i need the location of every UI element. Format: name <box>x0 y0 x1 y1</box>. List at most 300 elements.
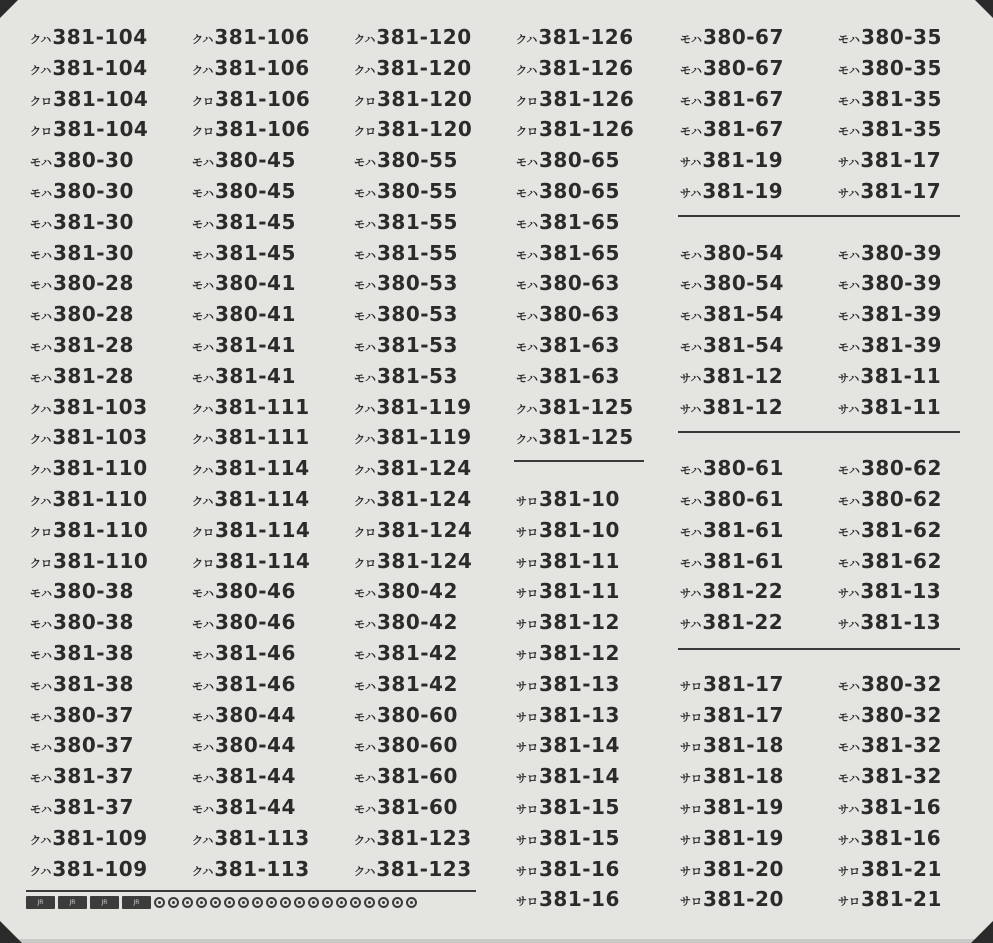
car-type-prefix: クロ <box>192 556 214 570</box>
car-number: 381-60 <box>377 794 458 819</box>
car-number-label <box>680 823 784 854</box>
car-number: 380-39 <box>861 271 942 296</box>
car-number: 380-55 <box>377 178 458 203</box>
car-number-label <box>680 669 784 700</box>
car-number: 381-67 <box>703 117 784 142</box>
car-type-prefix: クロ <box>354 125 376 139</box>
car-number-label <box>30 299 148 330</box>
car-number: 381-35 <box>861 117 942 142</box>
car-type-prefix: モハ <box>838 279 860 293</box>
car-number: 381-15 <box>539 794 620 819</box>
car-number-label <box>30 361 148 392</box>
divider-line <box>678 215 960 217</box>
car-number-label <box>30 854 148 885</box>
decal-column-1 <box>30 22 148 884</box>
car-type-prefix: サロ <box>516 494 538 508</box>
car-number: 381-114 <box>214 486 310 511</box>
corner-mark <box>0 0 22 22</box>
car-number: 381-12 <box>702 394 784 419</box>
car-number: 381-17 <box>703 702 784 727</box>
car-number-label <box>838 700 942 731</box>
car-number-label <box>680 576 784 607</box>
car-number: 381-61 <box>703 517 784 542</box>
blank-gap <box>838 422 942 453</box>
car-type-prefix: サハ <box>838 833 860 847</box>
car-number: 381-13 <box>539 702 620 727</box>
car-number: 380-46 <box>215 610 296 635</box>
car-number: 381-38 <box>53 671 134 696</box>
car-type-prefix: クハ <box>192 33 214 46</box>
car-number: 381-109 <box>52 825 148 850</box>
corner-mark <box>0 917 22 943</box>
car-number: 381-22 <box>702 579 784 604</box>
car-number-label <box>516 392 634 423</box>
car-type-prefix: クハ <box>354 833 376 847</box>
car-type-prefix: モハ <box>192 186 214 200</box>
car-number-label <box>354 330 472 361</box>
car-number-label <box>516 422 634 453</box>
car-number-label <box>838 669 942 700</box>
car-type-prefix: サロ <box>516 556 538 570</box>
car-type-prefix: モハ <box>192 772 214 786</box>
car-number: 381-125 <box>538 425 634 450</box>
car-number: 381-37 <box>53 764 134 789</box>
car-type-prefix: クハ <box>30 833 52 847</box>
car-type-prefix: モハ <box>680 494 702 508</box>
car-type-prefix: モハ <box>838 494 860 508</box>
car-number: 381-11 <box>860 363 942 388</box>
car-number: 381-46 <box>215 671 296 696</box>
car-number: 380-28 <box>53 271 134 296</box>
car-number-label <box>516 700 634 731</box>
car-type-prefix: モハ <box>192 587 214 601</box>
car-number: 381-53 <box>377 363 458 388</box>
car-type-prefix: モハ <box>838 772 860 786</box>
car-number: 381-30 <box>53 240 134 265</box>
car-number-label <box>192 53 310 84</box>
car-number-label <box>516 576 634 607</box>
car-number: 381-111 <box>214 425 310 450</box>
car-number: 381-53 <box>377 332 458 357</box>
car-number: 381-60 <box>377 764 458 789</box>
car-number: 381-120 <box>377 117 473 142</box>
car-type-prefix: クハ <box>30 33 52 46</box>
car-number-label <box>680 22 784 53</box>
car-type-prefix: クハ <box>30 494 52 508</box>
car-number: 381-120 <box>377 86 473 111</box>
car-number: 380-62 <box>861 486 942 511</box>
car-number-label <box>680 176 784 207</box>
car-number: 380-32 <box>861 702 942 727</box>
car-number: 381-55 <box>377 240 458 265</box>
car-number-label <box>192 546 310 577</box>
car-number-label <box>680 238 784 269</box>
car-number: 381-104 <box>52 55 148 80</box>
car-type-prefix: サハ <box>680 587 702 601</box>
car-type-prefix: モハ <box>192 741 214 755</box>
car-type-prefix: モハ <box>354 310 376 324</box>
car-type-prefix: サロ <box>680 833 702 847</box>
car-number: 381-13 <box>860 579 942 604</box>
car-number: 381-39 <box>861 302 942 327</box>
car-number-label <box>30 700 148 731</box>
car-type-prefix: サロ <box>516 802 538 816</box>
car-number: 380-38 <box>53 579 134 604</box>
car-type-prefix: モハ <box>838 741 860 755</box>
car-number-label <box>30 392 148 423</box>
car-number: 381-35 <box>861 86 942 111</box>
car-number-label <box>680 700 784 731</box>
car-number: 380-46 <box>215 579 296 604</box>
car-number: 381-103 <box>52 394 148 419</box>
divider-line <box>26 890 476 892</box>
car-number: 380-62 <box>861 456 942 481</box>
car-number-label <box>680 484 784 515</box>
car-number-label <box>192 22 310 53</box>
car-type-prefix: サロ <box>516 587 538 601</box>
car-type-prefix: モハ <box>354 217 376 231</box>
car-type-prefix: クハ <box>192 833 214 847</box>
car-number-label <box>680 392 784 423</box>
car-number-label <box>838 453 942 484</box>
blank-gap <box>680 638 784 669</box>
car-number-label <box>192 392 310 423</box>
car-type-prefix: クハ <box>192 494 214 508</box>
car-number-label <box>30 730 148 761</box>
car-number: 381-39 <box>861 332 942 357</box>
car-number: 381-21 <box>861 856 942 881</box>
car-type-prefix: モハ <box>516 248 538 262</box>
car-number-label <box>192 114 310 145</box>
car-number-label <box>30 576 148 607</box>
car-number-label <box>516 299 634 330</box>
car-type-prefix: クハ <box>192 63 214 77</box>
car-type-prefix: モハ <box>30 248 52 262</box>
car-number-label <box>516 823 634 854</box>
car-number: 381-65 <box>539 209 620 234</box>
circle-mark-icon <box>224 897 235 908</box>
car-type-prefix: クロ <box>30 94 52 108</box>
car-type-prefix: サロ <box>516 525 538 539</box>
car-type-prefix: モハ <box>354 340 376 354</box>
car-type-prefix: モハ <box>516 186 538 200</box>
jr-emblem-icon: JR <box>122 896 151 909</box>
car-number: 380-67 <box>703 25 784 49</box>
car-number: 381-62 <box>861 548 942 573</box>
car-number: 381-114 <box>214 456 310 481</box>
car-number-label <box>192 84 310 115</box>
circle-mark-icon <box>392 897 403 908</box>
car-type-prefix: クロ <box>30 556 52 570</box>
car-type-prefix: モハ <box>354 248 376 262</box>
jr-emblem-icon: JR <box>26 896 55 909</box>
car-number: 381-106 <box>214 25 310 49</box>
car-number: 380-35 <box>861 25 942 49</box>
car-number: 381-65 <box>539 240 620 265</box>
car-type-prefix: クハ <box>30 63 52 77</box>
car-number: 380-39 <box>861 240 942 265</box>
circle-mark-icon <box>364 897 375 908</box>
blank-gap <box>680 207 784 238</box>
car-type-prefix: サロ <box>516 618 538 632</box>
car-number-label <box>354 607 472 638</box>
car-number-label <box>680 145 784 176</box>
car-number-label <box>838 761 942 792</box>
car-type-prefix: クハ <box>192 433 214 447</box>
car-number-label <box>30 176 148 207</box>
car-number-label <box>516 53 634 84</box>
car-number-label <box>838 330 942 361</box>
car-number-label <box>516 607 634 638</box>
car-number: 381-11 <box>539 579 620 604</box>
car-number-label <box>354 361 472 392</box>
car-number-label <box>516 792 634 823</box>
car-number-label <box>30 792 148 823</box>
car-number: 381-67 <box>703 86 784 111</box>
car-number-label <box>192 761 310 792</box>
car-type-prefix: モハ <box>30 710 52 724</box>
car-number-label <box>516 22 634 53</box>
car-number: 381-124 <box>377 517 473 542</box>
car-type-prefix: モハ <box>192 310 214 324</box>
car-number-label <box>354 176 472 207</box>
car-number: 381-63 <box>539 363 620 388</box>
car-number-label <box>192 823 310 854</box>
car-number: 381-120 <box>376 55 472 80</box>
car-type-prefix: サハ <box>838 802 860 816</box>
car-number-label <box>838 576 942 607</box>
car-type-prefix: モハ <box>354 279 376 293</box>
car-number: 380-28 <box>53 302 134 327</box>
car-type-prefix: モハ <box>838 679 860 693</box>
car-number-label <box>838 299 942 330</box>
car-number: 381-19 <box>702 148 784 173</box>
car-type-prefix: クハ <box>354 63 376 77</box>
circle-mark-icon <box>154 897 165 908</box>
car-number-label <box>192 207 310 238</box>
car-number-label <box>516 207 634 238</box>
car-type-prefix: モハ <box>192 217 214 231</box>
car-number-label <box>192 576 310 607</box>
car-number-label <box>516 854 634 885</box>
car-number-label <box>30 761 148 792</box>
car-type-prefix: サロ <box>516 772 538 786</box>
car-number: 381-119 <box>376 425 472 450</box>
car-number: 381-15 <box>539 825 620 850</box>
car-number-label <box>680 53 784 84</box>
car-type-prefix: モハ <box>30 279 52 293</box>
car-number-label <box>516 761 634 792</box>
car-number: 381-18 <box>703 764 784 789</box>
car-number: 381-41 <box>215 363 296 388</box>
car-number-label <box>516 730 634 761</box>
car-type-prefix: モハ <box>354 156 376 170</box>
car-number-label <box>192 484 310 515</box>
car-number-label <box>516 884 634 915</box>
car-type-prefix: モハ <box>680 63 702 77</box>
car-type-prefix: クハ <box>192 864 214 878</box>
car-number-label <box>838 361 942 392</box>
car-number: 381-21 <box>861 887 942 912</box>
car-number-label <box>30 145 148 176</box>
car-type-prefix: モハ <box>354 802 376 816</box>
car-number-label <box>354 453 472 484</box>
car-number: 381-126 <box>539 86 635 111</box>
car-number-label <box>30 453 148 484</box>
car-number-label <box>30 268 148 299</box>
car-number-label <box>192 700 310 731</box>
blank-gap <box>838 638 942 669</box>
car-type-prefix: モハ <box>30 772 52 786</box>
car-number: 381-12 <box>539 610 620 635</box>
car-type-prefix: モハ <box>30 186 52 200</box>
car-type-prefix: クハ <box>354 433 376 447</box>
car-number: 381-126 <box>538 25 634 49</box>
car-number-label <box>30 238 148 269</box>
car-number: 381-32 <box>861 733 942 758</box>
car-type-prefix: クハ <box>354 864 376 878</box>
car-number: 381-44 <box>215 794 296 819</box>
car-type-prefix: サロ <box>516 741 538 755</box>
car-type-prefix: サロ <box>680 772 702 786</box>
car-type-prefix: モハ <box>838 310 860 324</box>
car-type-prefix: モハ <box>354 772 376 786</box>
car-type-prefix: サハ <box>838 371 860 385</box>
car-number-label <box>354 515 472 546</box>
car-number: 381-19 <box>703 794 784 819</box>
car-number: 380-55 <box>377 148 458 173</box>
car-number: 380-63 <box>539 302 620 327</box>
car-number-label <box>838 884 942 915</box>
car-number-label <box>680 268 784 299</box>
car-number: 381-42 <box>377 671 458 696</box>
car-number-label <box>354 145 472 176</box>
car-number: 381-104 <box>52 25 148 49</box>
car-type-prefix: クロ <box>192 525 214 539</box>
car-number: 381-42 <box>377 640 458 665</box>
car-type-prefix: クハ <box>192 464 214 478</box>
car-type-prefix: クハ <box>30 864 52 878</box>
car-type-prefix: サロ <box>516 833 538 847</box>
car-number: 381-126 <box>538 55 634 80</box>
circle-mark-icon <box>294 897 305 908</box>
car-number-label <box>838 484 942 515</box>
car-number-label <box>192 669 310 700</box>
car-number: 381-14 <box>539 764 620 789</box>
bottom-emblem-strip <box>26 896 417 909</box>
car-type-prefix: モハ <box>838 340 860 354</box>
car-number: 381-63 <box>539 332 620 357</box>
car-type-prefix: サハ <box>680 371 702 385</box>
car-number-label <box>680 607 784 638</box>
car-number: 381-123 <box>376 825 472 850</box>
car-type-prefix: モハ <box>838 525 860 539</box>
car-number-label <box>354 114 472 145</box>
car-number: 380-65 <box>539 148 620 173</box>
car-number-label <box>30 484 148 515</box>
car-number: 381-110 <box>52 456 148 481</box>
car-number-label <box>516 638 634 669</box>
car-number: 381-19 <box>703 825 784 850</box>
car-type-prefix: モハ <box>30 648 52 662</box>
car-number-label <box>838 607 942 638</box>
car-number: 380-42 <box>377 579 458 604</box>
car-number: 381-20 <box>703 856 784 881</box>
car-number-label <box>516 114 634 145</box>
car-type-prefix: サハ <box>838 186 860 200</box>
car-number: 381-14 <box>539 733 620 758</box>
car-number-label <box>354 792 472 823</box>
car-number-label <box>30 84 148 115</box>
car-number-label <box>516 268 634 299</box>
car-type-prefix: モハ <box>680 464 702 478</box>
car-number: 381-61 <box>703 548 784 573</box>
car-number-label <box>30 330 148 361</box>
car-type-prefix: モハ <box>838 63 860 77</box>
car-type-prefix: モハ <box>354 710 376 724</box>
car-number: 380-37 <box>53 702 134 727</box>
car-number-label <box>30 669 148 700</box>
car-type-prefix: モハ <box>30 741 52 755</box>
car-number: 380-54 <box>703 240 784 265</box>
car-number-label <box>354 299 472 330</box>
car-number-label <box>192 854 310 885</box>
car-number: 381-16 <box>539 887 620 912</box>
decal-column-2 <box>192 22 310 884</box>
blank-gap <box>838 207 942 238</box>
car-number: 380-61 <box>703 456 784 481</box>
jr-emblem-icon: JR <box>58 896 87 909</box>
car-number-label <box>516 546 634 577</box>
car-type-prefix: モハ <box>192 156 214 170</box>
car-number: 381-41 <box>215 332 296 357</box>
car-type-prefix: サハ <box>680 156 702 170</box>
car-type-prefix: モハ <box>192 618 214 632</box>
car-number: 380-60 <box>377 733 458 758</box>
car-type-prefix: サロ <box>680 864 702 878</box>
car-type-prefix: クハ <box>354 494 376 508</box>
car-number: 381-12 <box>702 363 784 388</box>
car-type-prefix: モハ <box>516 156 538 170</box>
car-type-prefix: モハ <box>838 94 860 108</box>
car-number-label <box>192 330 310 361</box>
jr-emblem-icon: JR <box>90 896 119 909</box>
car-type-prefix: モハ <box>354 618 376 632</box>
car-number-label <box>516 669 634 700</box>
car-type-prefix: サロ <box>680 710 702 724</box>
car-number: 381-13 <box>539 671 620 696</box>
circle-mark-icon <box>308 897 319 908</box>
car-type-prefix: モハ <box>30 310 52 324</box>
car-number: 381-114 <box>215 548 311 573</box>
car-number-label <box>354 392 472 423</box>
car-number-label <box>30 546 148 577</box>
car-type-prefix: モハ <box>838 464 860 478</box>
car-type-prefix: サロ <box>680 802 702 816</box>
circle-mark-icon <box>406 897 417 908</box>
car-type-prefix: モハ <box>838 125 860 139</box>
car-number: 381-124 <box>376 486 472 511</box>
car-number-label <box>354 546 472 577</box>
car-number-label <box>192 361 310 392</box>
car-number: 380-44 <box>215 733 296 758</box>
car-type-prefix: クロ <box>354 94 376 108</box>
car-number-label <box>680 854 784 885</box>
car-number: 381-54 <box>703 302 784 327</box>
car-number-label <box>354 700 472 731</box>
car-number-label <box>354 22 472 53</box>
car-type-prefix: サロ <box>516 710 538 724</box>
